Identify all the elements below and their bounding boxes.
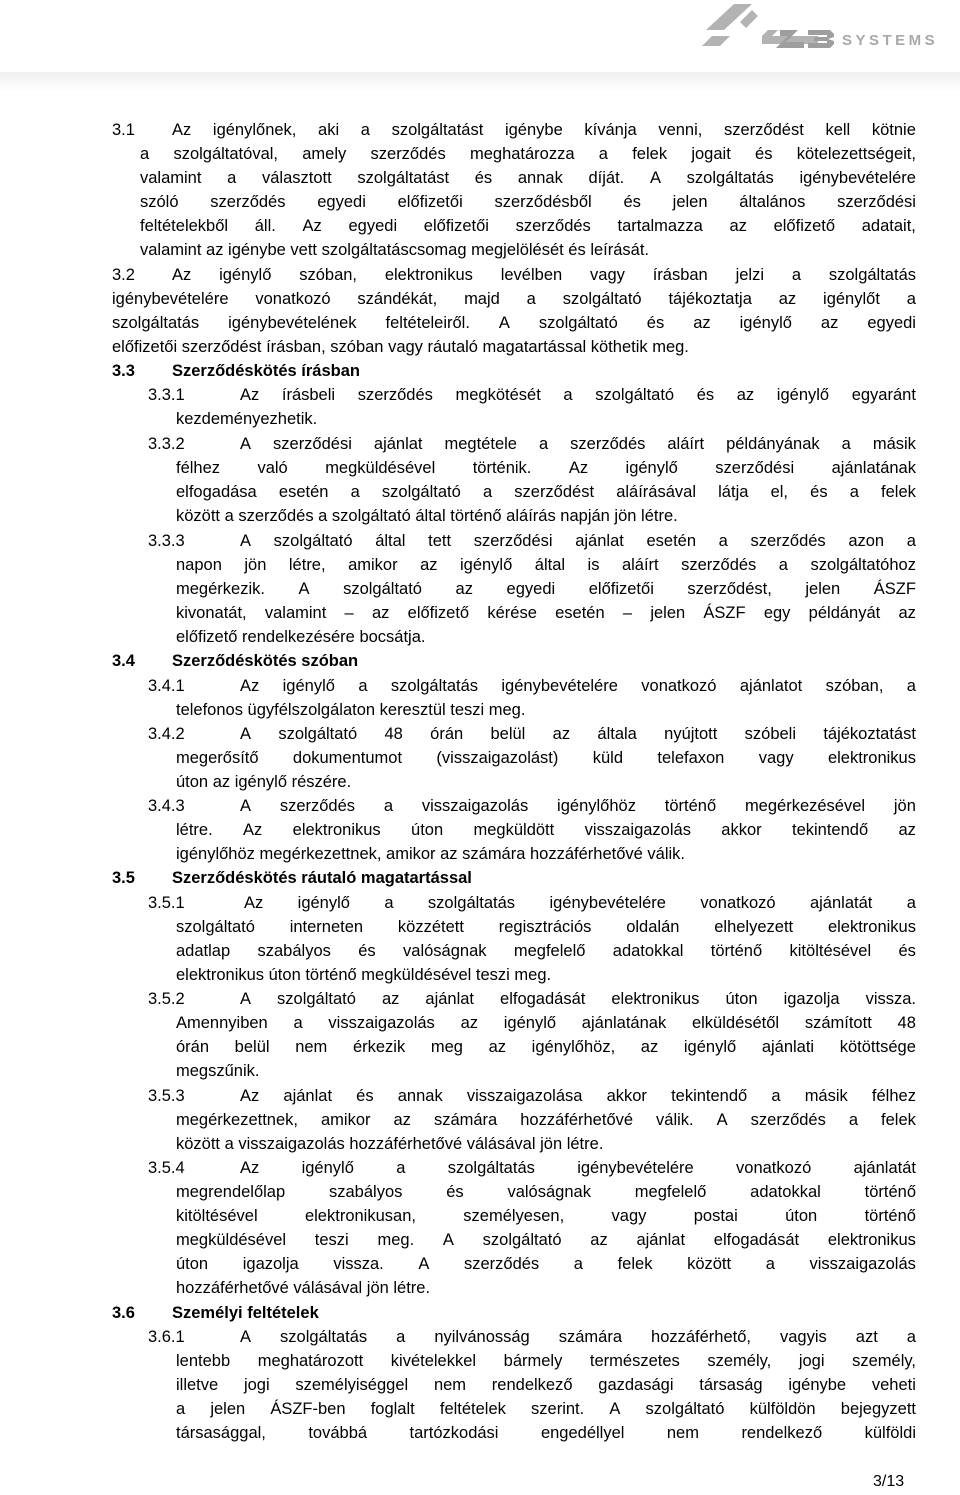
paragraph-line: létre. Az elektronikus úton megküldött visszaigazolás akkor tekintendő az bbox=[176, 821, 916, 839]
section-number: 3.5 bbox=[112, 869, 135, 887]
item-number: 3.3.2 bbox=[148, 435, 185, 453]
section-number: 3.3 bbox=[112, 362, 135, 380]
section-title: Szerződéskötés szóban bbox=[172, 652, 359, 670]
item-number: 3.3.1 bbox=[148, 386, 185, 404]
paragraph-line: adatlap szabályos és valóságnak megfelelő adatokkal történő kitöltésével és bbox=[176, 942, 916, 960]
page-number: 3/13 bbox=[873, 1473, 905, 1490]
section-title: Szerződéskötés ráutaló magatartással bbox=[172, 869, 472, 887]
paragraph-line: előfizető rendelkezésére bocsátja. bbox=[176, 628, 426, 646]
paragraph-line: Az igénylő a szolgáltatás igénybevételére vonatkozó ajánlatát bbox=[240, 1159, 916, 1177]
paragraph-line: Az írásbeli szerződés megkötését a szolgáltató és az igénylő egyaránt bbox=[240, 386, 916, 404]
paragraph-line: Az igénylőnek, aki a szolgáltatást igénybe kívánja venni, szerződést kell kötnie bbox=[172, 121, 916, 139]
paragraph-line: kitöltésével elektronikusan, személyesen, vagy postai úton történő bbox=[176, 1207, 916, 1225]
paragraph-line: A szolgáltató 48 órán belül az általa nyújtott szóbeli tájékoztatást bbox=[240, 725, 916, 743]
item-number: 3.5.2 bbox=[148, 990, 185, 1008]
paragraph-line: feltételekből áll. Az egyedi előfizetői szerződés tartalmazza az előfizető adatait, bbox=[140, 217, 916, 235]
paragraph-line: szolgáltató interneten közzétett regisztrációs oldalán elhelyezett elektronikus bbox=[176, 918, 916, 936]
paragraph-line: kezdeményezhetik. bbox=[176, 410, 318, 428]
section-title: Személyi feltételek bbox=[172, 1304, 319, 1322]
paragraph-line: Az igénylő a szolgáltatás igénybevételére vonatkozó ajánlatot szóban, a bbox=[240, 677, 916, 695]
paragraph-line: társasággal, továbbá tartózkodási engedéllyel nem rendelkező külföldi bbox=[176, 1424, 916, 1442]
paragraph-line: elfogadása esetén a szolgáltató a szerződést aláírásával látja el, és a felek bbox=[176, 483, 916, 501]
paragraph-line: úton az igénylő részére. bbox=[176, 773, 352, 791]
paragraph-line: Amennyiben a visszaigazolás az igénylő ajánlatának elküldésétől számított 48 bbox=[176, 1014, 916, 1032]
paragraph-line: A szolgáltató által tett szerződési ajánlat esetén a szerződés azon a bbox=[240, 532, 916, 550]
paragraph-line: megrendelőlap szabályos és valóságnak megfelelő adatokkal történő bbox=[176, 1183, 916, 1201]
paragraph-line: úton igazolja vissza. A szerződés a felek között a visszaigazolás bbox=[176, 1255, 916, 1273]
paragraph-line: megerősítő dokumentumot (visszaigazolást) küld telefaxon vagy elektronikus bbox=[176, 749, 916, 767]
section-title: Szerződéskötés írásban bbox=[172, 362, 360, 380]
paragraph-line: valamint az igénybe vett szolgáltatáscsomag megjelölését és leírását. bbox=[140, 241, 650, 259]
paragraph-line: telefonos ügyfélszolgálaton keresztül teszi meg. bbox=[176, 701, 526, 719]
item-number: 3.6.1 bbox=[148, 1328, 185, 1346]
paragraph-line: a szolgáltatóval, amely szerződés meghatározza a felek jogait és kötelezettségeit, bbox=[140, 145, 916, 163]
paragraph-line: előfizetői szerződést írásban, szóban vagy ráutaló magatartással köthetik meg. bbox=[112, 338, 689, 356]
paragraph-line: A szolgáltató az ajánlat elfogadását elektronikus úton igazolja vissza. bbox=[240, 990, 916, 1008]
paragraph-line: A szerződési ajánlat megtétele a szerződés aláírt példányának a másik bbox=[240, 435, 916, 453]
paragraph-line: Az igénylő a szolgáltatás igénybevételére vonatkozó ajánlatát a bbox=[244, 894, 916, 912]
item-number: 3.4.1 bbox=[148, 677, 185, 695]
item-number: 3.5.3 bbox=[148, 1087, 185, 1105]
paragraph-line: kivonatát, valamint – az előfizető kérése esetén – jelen ÁSZF egy példányát az bbox=[176, 604, 916, 622]
paragraph-line: lentebb meghatározott kivételekkel bármely természetes személy, jogi személy, bbox=[176, 1352, 916, 1370]
section-number: 3.4 bbox=[112, 652, 135, 670]
item-number: 3.5.1 bbox=[148, 894, 185, 912]
paragraph-line: félhez való megküldésével történik. Az igénylő szerződési ajánlatának bbox=[176, 459, 916, 477]
paragraph-line: A szerződés a visszaigazolás igénylőhöz történő megérkezésével jön bbox=[240, 797, 916, 815]
section-number: 3.2 bbox=[112, 266, 135, 284]
item-number: 3.3.3 bbox=[148, 532, 185, 550]
section-number: 3.6 bbox=[112, 1304, 135, 1322]
paragraph-line: igénylőhöz megérkezettnek, amikor az számára hozzáférhetővé válik. bbox=[176, 845, 685, 863]
item-number: 3.4.3 bbox=[148, 797, 185, 815]
paragraph-line: hozzáférhetővé válásával jön létre. bbox=[176, 1279, 431, 1297]
paragraph-line: napon jön létre, amikor az igénylő által is aláírt szerződés a szolgáltatóhoz bbox=[176, 556, 916, 574]
paragraph-line: megküldésével teszi meg. A szolgáltató az ajánlat elfogadását elektronikus bbox=[176, 1231, 916, 1249]
item-number: 3.4.2 bbox=[148, 725, 185, 743]
item-number: 3.5.4 bbox=[148, 1159, 185, 1177]
paragraph-line: A szolgáltatás a nyilvánosság számára hozzáférhető, vagyis azt a bbox=[240, 1328, 916, 1346]
paragraph-line: Az igénylő szóban, elektronikus levélben vagy írásban jelzi a szolgáltatás bbox=[172, 266, 916, 284]
paragraph-line: megszűnik. bbox=[176, 1062, 260, 1080]
paragraph-line: között a visszaigazolás hozzáférhetővé válásával jön létre. bbox=[176, 1135, 604, 1153]
paragraph-line: órán belül nem érkezik meg az igénylőhöz, az igénylő ajánlati kötöttsége bbox=[176, 1038, 916, 1056]
paragraph-line: igénybevételére vonatkozó szándékát, majd a szolgáltató tájékoztatja az igénylőt a bbox=[112, 290, 916, 308]
paragraph-line: Az ajánlat és annak visszaigazolása akkor tekintendő a másik félhez bbox=[240, 1087, 916, 1105]
paragraph-line: megérkezettnek, amikor az számára hozzáférhetővé válik. A szerződés a felek bbox=[176, 1111, 916, 1129]
paragraph-line: a jelen ÁSZF-ben foglalt feltételek szerint. A szolgáltató külföldön bejegyzett bbox=[176, 1400, 916, 1418]
paragraph-line: megérkezik. A szolgáltató az egyedi előfizetői szerződést, jelen ÁSZF bbox=[176, 580, 916, 598]
paragraph-line: illetve jogi személyiséggel nem rendelkező gazdasági társaság igénybe veheti bbox=[176, 1376, 916, 1394]
paragraph-line: valamint a választott szolgáltatást és annak díját. A szolgáltatás igénybevételére bbox=[140, 169, 916, 187]
paragraph-line: szóló szerződés egyedi előfizetői szerződésből és jelen általános szerződési bbox=[140, 193, 916, 211]
section-number: 3.1 bbox=[112, 121, 135, 139]
paragraph-line: elektronikus úton történő megküldésével teszi meg. bbox=[176, 966, 552, 984]
paragraph-line: szolgáltatás igénybevételének feltételeiről. A szolgáltató és az igénylő az egyedi bbox=[112, 314, 916, 332]
brand-text: SYSTEMS bbox=[842, 32, 939, 49]
paragraph-line: között a szerződés a szolgáltató által történő aláírás napján jön létre. bbox=[176, 507, 678, 525]
